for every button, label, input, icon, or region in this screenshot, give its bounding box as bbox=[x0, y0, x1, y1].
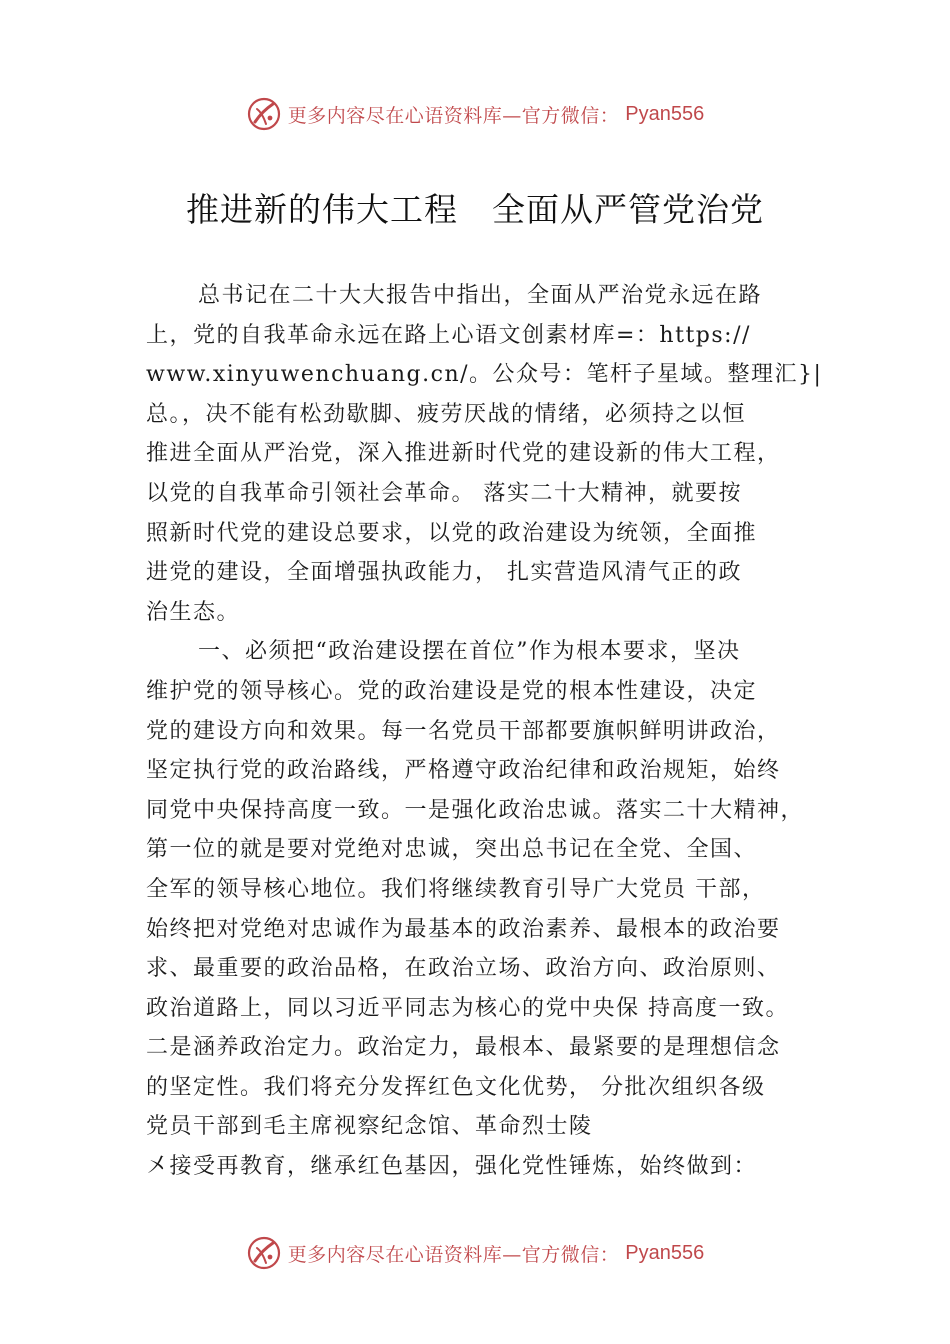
body-line: 照新时代党的建设总要求，以党的政治建设为统领，全面推 bbox=[146, 520, 758, 546]
body-line: www.xinyuwenchuang.cn/。公众号：笔杆子星域。整理汇}| bbox=[146, 362, 823, 388]
body-line: 的坚定性。我们将充分发挥红色文化优势， 分批次组织各级 bbox=[146, 1074, 766, 1100]
body-line: 坚定执行党的政治路线，严格遵守政治纪律和政治规矩，始终 bbox=[146, 758, 781, 784]
body-line: 二是涵养政治定力。政治定力，最根本、最紧要的是理想信念 bbox=[146, 1035, 781, 1061]
body-line: 一、必须把“政治建设摆在首位”作为根本要求，坚决 bbox=[198, 639, 741, 665]
body-line: 求、最重要的政治品格，在政治立场、政治方向、政治原则、 bbox=[146, 956, 781, 982]
body-line: 政治道路上，同以习近平同志为核心的党中央保 持高度一致。 bbox=[146, 995, 789, 1021]
body-line: 维护党的领导核心。党的政治建设是党的根本性建设，决定 bbox=[146, 678, 758, 704]
body-line: 推进全面从严治党，深入推进新时代党的建设新的伟大工程， bbox=[146, 441, 781, 467]
header-wechat-id: Pyan556 bbox=[625, 102, 705, 125]
brush-logo-icon bbox=[246, 96, 282, 132]
document-body bbox=[146, 276, 846, 1187]
footer-wechat-id: Pyan556 bbox=[625, 1241, 705, 1264]
body-line: 上，党的自我革命永远在路上心语文创素材库=：https:// bbox=[146, 322, 751, 348]
body-line: 全军的领导核心地位。我们将继续教育引导广大党员 干部， bbox=[146, 876, 766, 902]
document-title: 推进新的伟大工程 全面从严管党治党 bbox=[186, 190, 764, 229]
body-line: 总书记在二十大大报告中指出，全面从严治党永远在路 bbox=[198, 283, 763, 308]
body-line: 以党的自我革命引领社会革命。 落实二十大精神，就要按 bbox=[146, 480, 742, 506]
body-line: 党的建设方向和效果。每一名党员干部都要旗帜鲜明讲政治， bbox=[146, 718, 781, 744]
body-line: 治生态。 bbox=[146, 599, 241, 625]
body-line: 㐅接受再教育，继承红色基因，强化党性锤炼，始终做到： bbox=[146, 1154, 758, 1180]
footer-banner-text: 更多内容尽在心语资料库—官方微信： bbox=[287, 1243, 620, 1266]
body-line: 始终把对党绝对忠诚作为最基本的政治素养、最根本的政治要 bbox=[146, 916, 781, 942]
body-line: 同党中央保持高度一致。一是强化政治忠诚。落实二十大精神， bbox=[146, 797, 805, 823]
body-line: 进党的建设，全面增强执政能力， 扎实营造风清气正的政 bbox=[146, 560, 742, 586]
body-line: 党员干部到毛主席视察纪念馆、革命烈士陵 bbox=[146, 1114, 593, 1140]
body-line: 总。，决不能有松劲歇脚、疲劳厌战的情绪，必须持之以恒 bbox=[146, 401, 747, 427]
header-banner bbox=[0, 92, 950, 136]
footer-banner bbox=[0, 1231, 950, 1275]
header-banner-text: 更多内容尽在心语资料库—官方微信： bbox=[287, 104, 620, 127]
brush-logo-icon bbox=[246, 1235, 282, 1271]
body-line: 第一位的就是要对党绝对忠诚，突出总书记在全党、全国、 bbox=[146, 837, 758, 863]
